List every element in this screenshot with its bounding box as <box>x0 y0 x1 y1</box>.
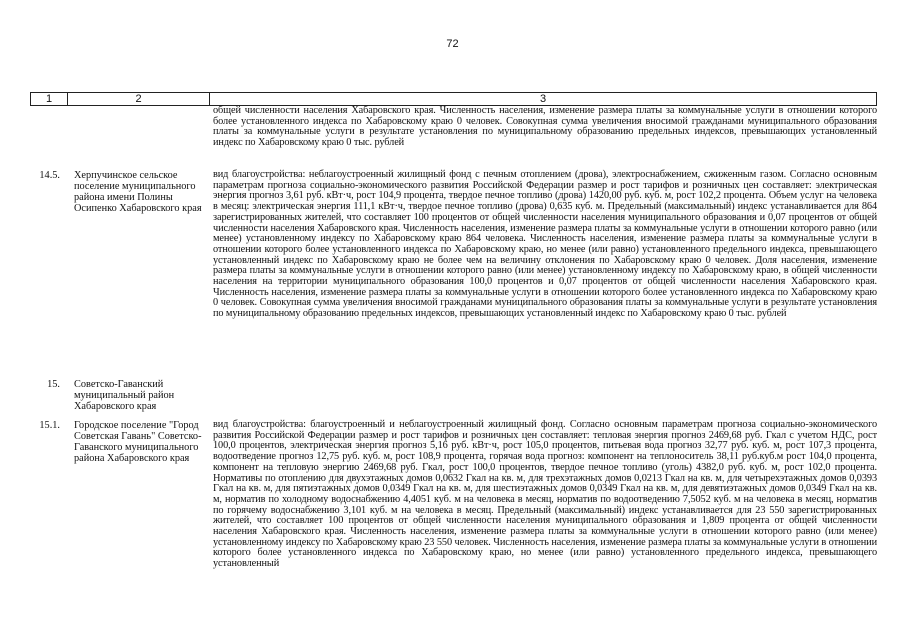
municipality-name: Городское поселение "Город Советская Гавань" Советско-Гаванского муниципального района Хабаровского края <box>74 420 202 464</box>
municipality-name: Херпучинское сельское поселение муниципального района имени Полины Осипенко Хабаровского края <box>74 170 202 214</box>
row-description: вид благоустройства: благоустроенный и неблагоустроенный жилищный фонд. Согласно основным параметрам прогноза социально-экономического развития Российской Федерации размер и рост тарифов и розничных цен составляет: тепловая энергия прогноз 2469,68 руб. Гкал с учетом НДС, рост 100,0 процентов, электрическая энергия прогноз 5,16 руб. кВт·ч, рост 105,0 процентов, питьевая вода прогноз 32,77 руб. куб. м, рост 107,3 процента, водоотведение прогноз 12,75 руб. куб. м, рост 108,9 процента, горячая вода прогноз: компонент на теплоноситель 38,11 руб.куб.м рост 104,0 процента, компонент на тепловую энергию 2469,68 руб. Гкал, рост 100,0 процентов, твердое печное топливо (уголь) 4382,0 руб. куб. м, рост 102,0 процента. Нормативы по отоплению для двухэтажных домов 0,0632 Гкал на кв. м, для трехэтажных домов 0,0213 Гкал на кв. м, для четырехэтажных домов 0,0393 Гкал на кв. м, для пятиэтажных домов 0,0349 Гкал на кв. м, для шестиэтажных домов 0,0349 Гкал на кв. м, для девятиэтажных домов 0,0349 Гкал на кв. м, норматив по холодному водоснабжению 4,4051 куб. м на человека в месяц, норматив по водоотведению 7,5052 куб. м на человека в месяц, норматив по горячему водоснабжению 3,101 куб. м на человека в месяц. Предельный (максимальный) индекс устанавливается для 23 550 зарегистрированных жителей, что составляет 100 процентов от общей численности населения муниципального образования и 1,809 процента от общей численности населения Хабаровского края. Численность населения, изменение размера платы за коммунальные услуги в отношении которого равно (или менее) установленному индексу по Хабаровскому краю 23 550 человек. Численность населения, изменение размера платы за коммунальные услуги в отношении которого более установленного индекса по Хабаровскому краю, но менее (или равно) установленного предельного индекса, превышающего установленный <box>213 419 877 570</box>
row-number: 15. <box>47 379 60 390</box>
page-number: 72 <box>446 38 459 50</box>
continuation-text: общей численности населения Хабаровского края. Численность населения, изменение размера платы за коммунальные услуги в отношении которого более установленного индекса по Хабаровскому краю 0 человек. Совокупная сумма увеличения вносимой гражданами муниципального образования платы за коммунальные услуги в результате установления по муниципальному образованию предельных индексов, превышающих установленный индекс по Хабаровскому краю 0 тыс. рублей <box>213 105 877 149</box>
municipality-name: Советско-Гаванский муниципальный район Хабаровского края <box>74 379 175 412</box>
table-header-row <box>30 92 877 106</box>
row-number: 14.5. <box>39 170 60 181</box>
row-number: 15.1. <box>39 420 60 431</box>
column-header-2: 2 <box>68 93 210 105</box>
row-description: вид благоустройства: неблагоустроенный жилищный фонд с печным отоплением (дрова), электроснабжением, сжиженным газом. Согласно основным параметрам прогноза социально-экономического развития Российской Федерации размер и рост тарифов и розничных цен составляет: электрическая энергия прогноз 3,61 руб. кВт·ч, рост 104,9 процента, твердое печное топливо (дрова) 1420,00 руб. куб. м, рост 102,2 процента. Объем услуг на человека в месяц: электрическая энергия 111,1 кВт·ч, твердое печное топливо (дрова) 0,635 куб. м. Предельный (максимальный) индекс устанавливается для 864 зарегистрированных жителей, что составляет 100 процентов от общей численности населения муниципального образования и 0,07 процентов от общей численности населения Хабаровского края. Численность населения, изменение размера платы за коммунальные услуги в отношении которого равно (или менее) установленному индексу по Хабаровскому краю 864 человека. Численность населения, изменение размера платы за коммунальные услуги в отношении которого более установленного индекса по Хабаровскому краю, но менее (или равно) установленного предельного индекса, превышающего установленный индекс по Хабаровскому краю не более чем на величину отклонения по Хабаровскому краю 0 человек. Доля населения, изменение размера платы за коммунальные услуги в отношении которого равно (или менее) установленному индексу по Хабаровскому краю, в общей численности населения на территории муниципального образования 100,0 процентов и 0,07 процентов от общей численности населения Хабаровского края. Численность населения, изменение размера платы за коммунальные услуги в отношении которого более установленного индекса по Хабаровскому краю 0 человек. Совокупная сумма увеличения вносимой гражданами муниципального образования платы за коммунальные услуги в результате установления по муниципальному образованию предельных индексов, превышающих установленный индекс по Хабаровскому краю 0 тыс. рублей <box>213 169 877 320</box>
column-header-1: 1 <box>31 93 68 105</box>
column-header-3: 3 <box>539 93 547 105</box>
